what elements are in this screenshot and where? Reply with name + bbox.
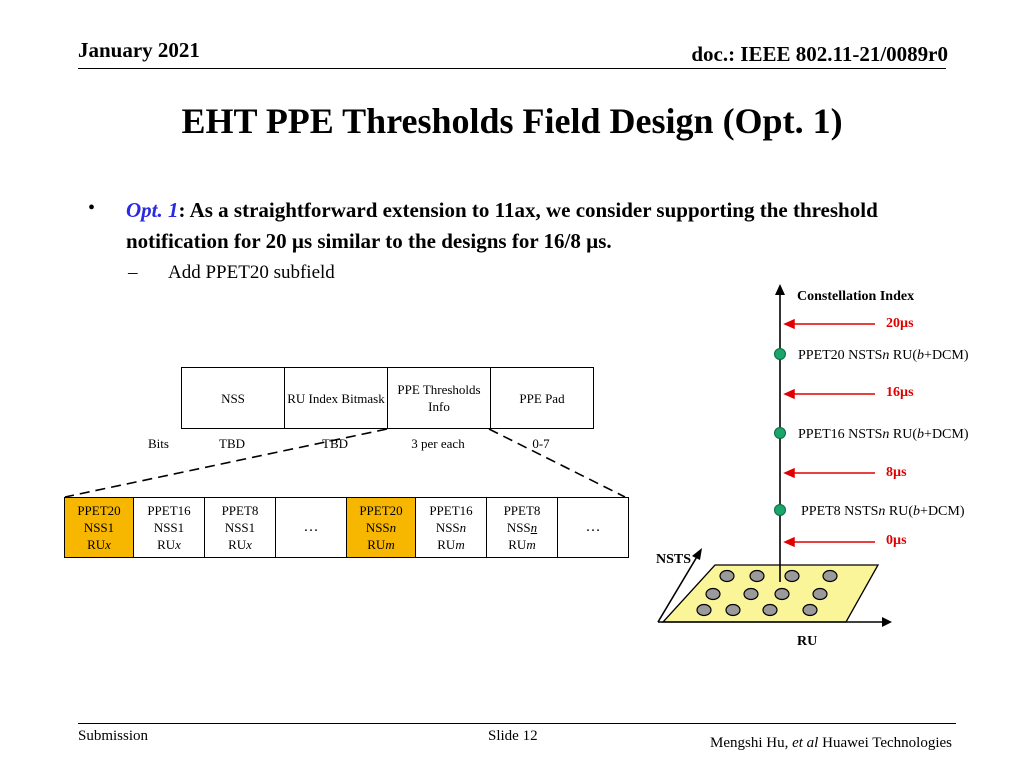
subfield-name: PPET16 [429,503,473,518]
author-etal: et al [792,735,819,751]
option-label: Opt. 1 [126,198,179,222]
subfield-ppet20-nss1 [65,498,134,558]
footer-author [710,735,952,752]
ru-var: b [913,504,921,519]
subfield-ru-var: x [175,537,181,552]
footer-submission: Submission [78,728,149,744]
bits-nss: TBD [219,436,245,451]
ru-text: RU( [885,504,914,519]
subfield-ru-var: x [105,537,111,552]
bits-ppe-info: 3 per each [411,436,465,451]
subfield-ppet20-nssn [347,498,416,558]
subfield-ellipsis-2: … [558,498,629,558]
subfield-ru-var: m [385,537,395,552]
ppet-name: PPET20 NSTS [798,348,883,363]
ppet8-label [801,504,965,520]
subfield-nss: NSS1 [153,520,185,535]
subfield-ppet16-nss1 [134,498,205,558]
y-axis-label: Constellation Index [797,289,915,304]
header-date: January 2021 [78,38,200,62]
constellation-diagram [640,280,1010,660]
subfield-name: PPET16 [147,503,191,518]
nsts-var: n [878,504,886,519]
field-nss: NSS [182,368,285,429]
subfield-name: PPET8 [503,503,541,518]
nsts-axis-label: NSTS [656,552,692,567]
ru-text: RU( [889,427,918,442]
subfield-ru: RU [367,537,386,552]
subfield-ru-var: m [526,537,536,552]
sub-bullet-text: Add PPET20 subfield [168,262,335,283]
dcm-text: +DCM) [920,504,965,519]
field-ppe-pad: PPE Pad [491,368,594,429]
subfield-nss-var: n [389,520,397,535]
subfield-ru: RU [157,537,176,552]
subfield-nss: NSS [435,520,460,535]
marker-20us: 20µs [886,316,914,331]
slide-title: EHT PPE Thresholds Field Design (Opt. 1) [181,101,843,141]
bits-ppe-pad: 0-7 [532,436,550,451]
ru-var: b [917,427,925,442]
subfield-nss: NSS1 [83,520,115,535]
field-ppe-thresholds-info: PPE Thresholds Info [388,368,491,429]
bullet-body: : As a straightforward extension to 11ax, we consider supporting the threshold notification for 20 µs similar to the designs for 16/8 µs. [126,198,878,253]
ru-var: b [917,348,925,363]
subfield-ru: RU [508,537,527,552]
author-org: Huawei Technologies [818,735,952,751]
field-ru-index-bitmask: RU Index Bitmask [285,368,388,429]
subfield-ppet8-nss1 [205,498,276,558]
ppet16-label [798,427,969,443]
subfield-name: PPET20 [359,503,403,518]
nsts-var: n [882,427,890,442]
ppet-name: PPET8 NSTS [801,504,879,519]
sub-bullet-marker: – [128,262,138,283]
subfield-ru-var: m [455,537,465,552]
footer-divider [78,723,956,724]
marker-16us: 16µs [886,385,914,400]
subfield-nss-var: n [530,520,538,535]
bullet-marker: • [88,197,96,219]
header-doc-id: doc.: IEEE 802.11-21/0089r0 [691,42,948,66]
ppet20-label [798,348,969,364]
ru-axis-label: RU [797,634,818,649]
marker-0us: 0µs [886,533,907,548]
author-name: Mengshi Hu, [710,735,793,751]
nsts-var: n [882,348,890,363]
subfield-nss-var: n [459,520,467,535]
subfield-ru-var: x [246,537,252,552]
subfield-ppet16-nssn [416,498,487,558]
bits-ru-index: TBD [322,436,348,451]
subfield-name: PPET20 [77,503,121,518]
ppet-name: PPET16 NSTS [798,427,883,442]
subfield-ppet8-nssn [487,498,558,558]
subfield-name: PPET8 [221,503,259,518]
subfield-ru: RU [437,537,456,552]
footer-slide-number: Slide 12 [488,728,538,744]
marker-8us: 8µs [886,465,907,480]
subfield-ellipsis-1: … [276,498,347,558]
dcm-text: +DCM) [924,348,969,363]
subfield-nss: NSS1 [224,520,256,535]
subfield-nss: NSS [506,520,531,535]
subfield-nss: NSS [365,520,390,535]
bits-label: Bits [148,436,169,451]
subfield-ru: RU [228,537,247,552]
subfield-ru: RU [87,537,106,552]
ru-text: RU( [889,348,918,363]
dcm-text: +DCM) [924,427,969,442]
ppet-subfield-table [64,497,629,558]
